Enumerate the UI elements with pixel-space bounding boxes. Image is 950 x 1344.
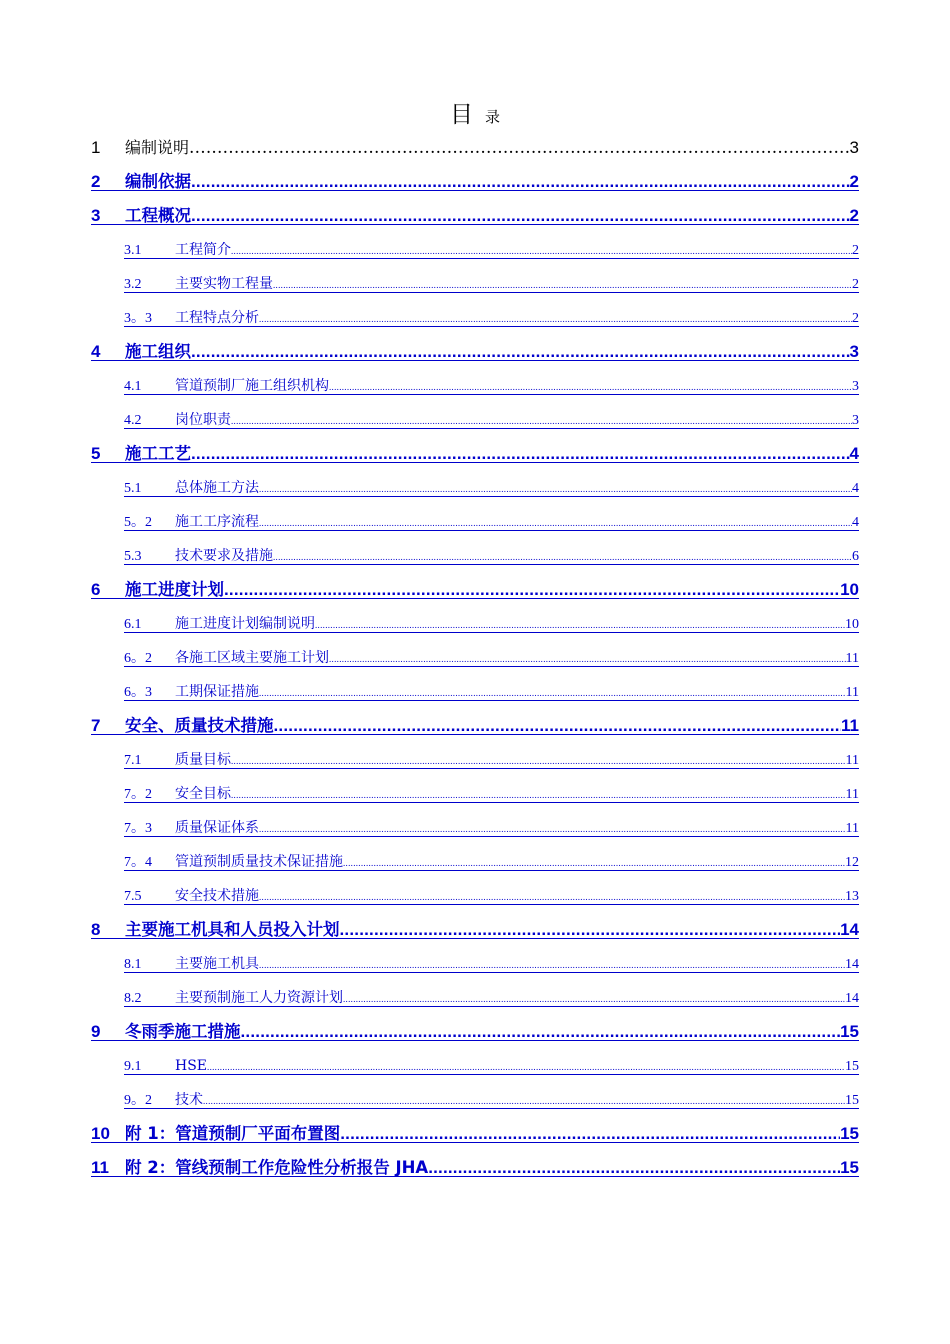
toc-leader-dots	[273, 268, 852, 301]
table-of-contents	[91, 130, 859, 1185]
toc-entry-page: 11	[845, 685, 859, 700]
toc-entry-label: 工程概况	[125, 206, 191, 225]
toc-entry-label: 施工组织	[125, 342, 191, 361]
toc-entry[interactable]	[91, 437, 859, 471]
toc-entry-label: 施工进度计划编制说明	[175, 616, 315, 632]
toc-entry-number: 8.1	[124, 957, 142, 972]
toc-entry-label: 主要预制施工人力资源计划	[175, 990, 343, 1006]
toc-subentry[interactable]	[91, 845, 859, 879]
toc-entry-number: 7.5	[124, 889, 142, 904]
toc-entry[interactable]	[91, 165, 859, 199]
toc-entry-number: 2	[91, 172, 101, 191]
toc-entry-page: 11	[841, 716, 859, 735]
toc-leader-dots	[259, 880, 845, 913]
toc-subentry[interactable]	[91, 777, 859, 811]
toc-entry-page: 14	[840, 920, 859, 939]
toc-entry-number: 6。3	[124, 685, 152, 700]
toc-leader-dots	[315, 608, 845, 641]
toc-leader-dots	[203, 1084, 845, 1117]
toc-entry-number: 7	[91, 716, 101, 735]
toc-entry-label: HSE	[175, 1058, 208, 1074]
toc-entry-page: 15	[840, 1124, 859, 1143]
toc-entry-page: 2	[852, 277, 859, 292]
toc-subentry[interactable]	[91, 539, 859, 573]
toc-entry-label: 管道预制质量技术保证措施	[175, 854, 343, 870]
toc-entry-page: 11	[845, 753, 859, 768]
toc-leader-dots	[329, 642, 846, 675]
toc-entry-number: 5。2	[124, 515, 152, 530]
toc-title	[0, 96, 950, 129]
toc-leader-dots	[191, 199, 850, 233]
toc-leader-dots	[231, 404, 852, 437]
toc-entry-page: 14	[845, 991, 859, 1006]
toc-subentry[interactable]	[91, 879, 859, 913]
toc-leader-dots	[428, 1151, 840, 1185]
toc-entry[interactable]	[91, 335, 859, 369]
toc-entry-number: 6	[91, 580, 101, 599]
toc-leader-dots	[207, 1050, 845, 1083]
toc-entry-label: 主要实物工程量	[175, 276, 273, 292]
toc-leader-dots	[259, 812, 846, 845]
toc-entry-number: 8	[91, 920, 101, 939]
toc-entry-label: 安全技术措施	[175, 888, 259, 904]
toc-subentry[interactable]	[91, 607, 859, 641]
toc-entry-page: 3	[852, 413, 859, 428]
toc-leader-dots	[343, 982, 845, 1015]
toc-entry-number: 9。2	[124, 1093, 152, 1108]
toc-entry-label: 施工进度计划	[125, 580, 224, 599]
toc-leader-dots	[191, 165, 850, 199]
toc-entry-label: 岗位职责	[175, 412, 231, 428]
toc-entry-page: 11	[845, 821, 859, 836]
toc-entry-label: 冬雨季施工措施	[125, 1022, 241, 1041]
toc-entry-page: 4	[852, 515, 859, 530]
toc-leader-dots	[259, 472, 852, 505]
toc-entry-number: 7。2	[124, 787, 152, 802]
toc-subentry[interactable]	[91, 403, 859, 437]
toc-entry-number: 3	[91, 206, 101, 225]
toc-entry	[91, 130, 859, 165]
toc-entry-label: 各施工区域主要施工计划	[175, 650, 329, 666]
toc-entry-number: 5.3	[124, 549, 142, 564]
toc-entry-number: 9	[91, 1022, 101, 1041]
toc-entry-label: 施工工艺	[125, 444, 191, 463]
toc-leader-dots	[274, 709, 842, 743]
toc-entry-page: 13	[845, 889, 859, 904]
toc-entry-number: 1	[91, 138, 101, 157]
toc-entry-page: 15	[840, 1022, 859, 1041]
toc-entry-number: 10	[91, 1124, 110, 1143]
toc-entry-number: 5	[91, 444, 101, 463]
toc-entry-number: 4	[91, 342, 101, 361]
toc-leader-dots	[191, 335, 850, 369]
toc-subentry[interactable]	[91, 981, 859, 1015]
toc-subentry[interactable]	[91, 947, 859, 981]
toc-entry-page: 11	[845, 787, 859, 802]
toc-leader-dots	[191, 437, 850, 471]
toc-leader-dots	[340, 1117, 840, 1151]
toc-entry-number: 3.1	[124, 243, 142, 258]
toc-entry-page: 15	[840, 1158, 859, 1177]
toc-leader-dots	[343, 846, 845, 879]
toc-title-main: 目	[449, 102, 473, 128]
toc-entry-label: 安全、质量技术措施	[125, 716, 274, 735]
toc-title-sub: 录	[484, 108, 500, 126]
toc-leader-dots	[273, 540, 852, 573]
toc-subentry[interactable]	[91, 743, 859, 777]
toc-leader-dots	[231, 234, 852, 267]
toc-leader-dots	[231, 778, 846, 811]
toc-entry[interactable]	[91, 913, 859, 947]
toc-entry-page: 2	[849, 206, 859, 225]
toc-entry-number: 8.2	[124, 991, 142, 1006]
toc-entry-label: 编制依据	[125, 172, 191, 191]
toc-subentry[interactable]	[91, 233, 859, 267]
toc-leader-dots	[259, 676, 846, 709]
toc-leader-dots	[340, 913, 841, 947]
toc-subentry[interactable]	[91, 811, 859, 845]
toc-entry-label: 安全目标	[175, 786, 231, 802]
toc-entry-page: 3	[849, 342, 859, 361]
toc-entry-label: 附 1：管道预制厂平面布置图	[125, 1124, 341, 1143]
toc-leader-dots	[329, 370, 852, 403]
toc-subentry[interactable]	[91, 471, 859, 505]
toc-leader-dots	[224, 573, 840, 607]
toc-entry[interactable]	[91, 1117, 859, 1151]
toc-leader-dots	[259, 948, 845, 981]
toc-subentry[interactable]	[91, 641, 859, 675]
toc-entry-label: 主要施工机具和人员投入计划	[125, 920, 340, 939]
toc-entry-number: 4.1	[124, 379, 142, 394]
toc-entry-label: 质量保证体系	[175, 820, 259, 836]
toc-subentry[interactable]	[91, 267, 859, 301]
toc-entry-label: 技术	[175, 1092, 203, 1108]
toc-entry-number: 9.1	[124, 1059, 142, 1074]
toc-subentry[interactable]	[91, 1049, 859, 1083]
toc-entry-number: 11	[91, 1158, 109, 1177]
toc-subentry[interactable]	[91, 675, 859, 709]
toc-subentry[interactable]	[91, 301, 859, 335]
toc-entry-label: 质量目标	[175, 752, 231, 768]
toc-entry-page: 3	[852, 379, 859, 394]
toc-leader-dots	[231, 744, 846, 777]
toc-entry-number: 3.2	[124, 277, 142, 292]
toc-entry-number: 7.1	[124, 753, 142, 768]
toc-entry-page: 4	[852, 481, 859, 496]
toc-entry-label: 编制说明	[125, 138, 190, 157]
toc-entry-label: 施工工序流程	[175, 514, 259, 530]
toc-entry-page: 15	[845, 1093, 859, 1108]
toc-entry-page: 10	[840, 580, 859, 599]
toc-entry[interactable]	[91, 709, 859, 743]
toc-entry-number: 4.2	[124, 413, 142, 428]
toc-subentry[interactable]	[91, 1083, 859, 1117]
toc-entry-label: 工期保证措施	[175, 684, 259, 700]
toc-entry-number: 6.1	[124, 617, 142, 632]
toc-entry-label: 工程简介	[175, 242, 231, 258]
toc-entry-page: 2	[852, 311, 859, 326]
toc-entry-page: 12	[845, 855, 859, 870]
toc-entry-page: 6	[852, 549, 859, 564]
toc-leader-dots	[259, 302, 852, 335]
toc-leader-dots	[241, 1015, 841, 1049]
toc-entry-label: 主要施工机具	[175, 956, 259, 972]
toc-entry[interactable]	[91, 1015, 859, 1049]
toc-entry-page: 4	[849, 444, 859, 463]
toc-entry[interactable]	[91, 573, 859, 607]
toc-entry-number: 3。3	[124, 311, 152, 326]
toc-entry-number: 7。3	[124, 821, 152, 836]
toc-entry-page: 11	[845, 651, 859, 666]
toc-entry[interactable]	[91, 1151, 859, 1185]
toc-entry-page: 3	[849, 138, 859, 157]
toc-subentry[interactable]	[91, 369, 859, 403]
toc-entry-page: 15	[845, 1059, 859, 1074]
toc-entry-number: 5.1	[124, 481, 142, 496]
toc-entry-page: 14	[845, 957, 859, 972]
toc-entry-label: 管道预制厂施工组织机构	[175, 378, 329, 394]
toc-leader-dots	[189, 131, 850, 165]
toc-entry-page: 10	[845, 617, 859, 632]
toc-entry-number: 7。4	[124, 855, 152, 870]
toc-entry-label: 附 2：管线预制工作危险性分析报告 JHA	[125, 1158, 429, 1177]
toc-entry-label: 总体施工方法	[175, 480, 259, 496]
toc-entry-label: 技术要求及措施	[175, 548, 273, 564]
toc-entry-page: 2	[852, 243, 859, 258]
toc-leader-dots	[259, 506, 852, 539]
toc-entry-number: 6。2	[124, 651, 152, 666]
toc-entry-label: 工程特点分析	[175, 310, 259, 326]
toc-entry-page: 2	[849, 172, 859, 191]
toc-subentry[interactable]	[91, 505, 859, 539]
toc-entry[interactable]	[91, 199, 859, 233]
